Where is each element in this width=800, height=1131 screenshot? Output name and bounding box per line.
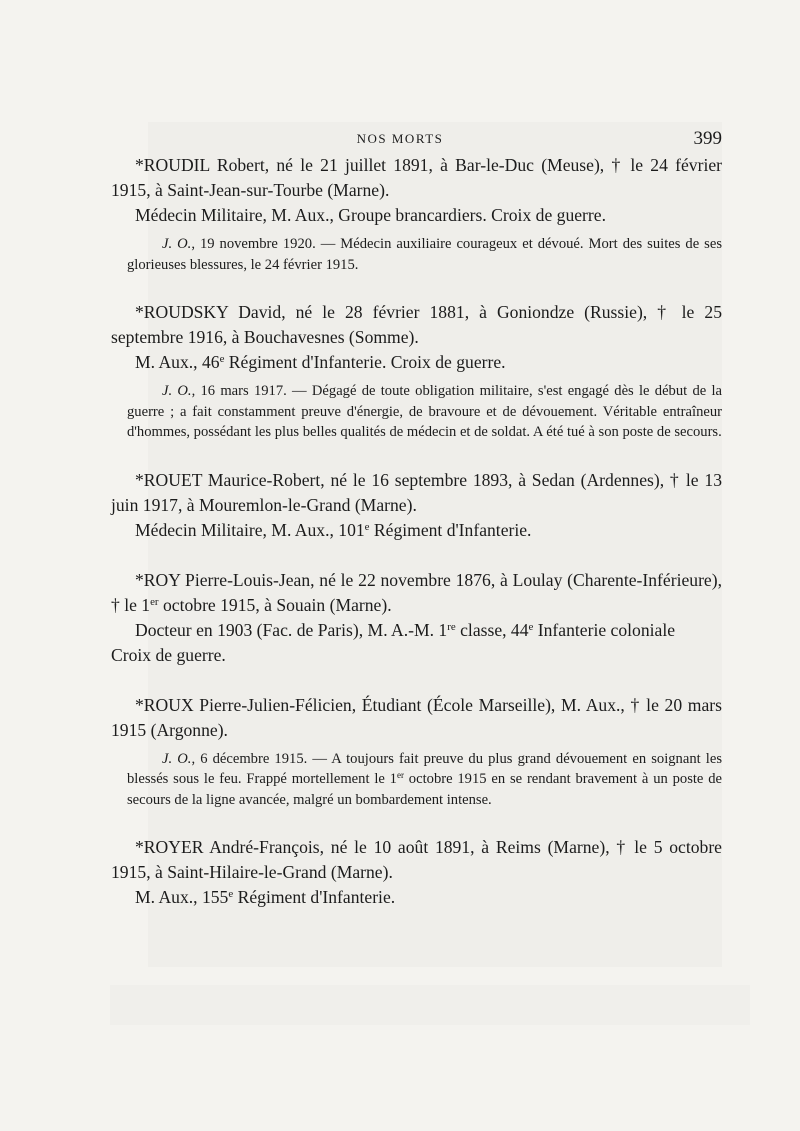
entry-roy [111,568,722,668]
role-text: classe, 44 [455,619,529,640]
page-number: 399 [693,128,722,149]
entry-citation [127,381,722,443]
entry-role-continued: Croix de guerre. [111,644,226,665]
role-text: M. Aux., 46 [135,352,220,372]
citation-superscript: er [396,770,404,781]
heading-text: *ROY Pierre-Louis-Jean, né le 22 novembre 1876, à Loulay (Charente-Inférieure), † le 1 [111,569,722,615]
entry-role [111,518,722,543]
entry-roudil [111,153,722,275]
heading-text: octobre 1915, à Souain (Marne). [158,594,392,615]
heading-superscript: er [150,595,159,608]
citation-source: J. O. [162,383,192,399]
citation-text: , 6 décembre 1915. — A toujours fait preuve du plus grand dévouement en soignant les blessés sous le feu. Frappé mortellement le 1 [127,750,722,787]
citation-source: J. O. [162,236,192,252]
entry-heading: *ROUDIL Robert, né le 21 juillet 1891, à Bar-le-Duc (Meuse), † le 24 février 1915, à Saint-Jean-sur-Tourbe (Marne). [111,155,722,200]
role-text: M. Aux., 155 [135,887,229,907]
entry-roux [111,693,722,811]
entry-rouet [111,468,722,543]
running-header [0,128,800,148]
role-superscript: re [447,620,456,633]
citation-text: , 16 mars 1917. — Dégagé de toute obligation militaire, s'est engagé dès le début de la guerre ; a fait constamment preuve d'énergie, de bravoure et de dévouement. Véritable entraîneur d'hommes, possédant les plus belles qualités de médecin et de soldat. A été tué à son poste de secours. [127,383,722,440]
role-superscript: e [228,888,234,900]
citation-text: , 19 novembre 1920. — Médecin auxiliaire courageux et dévoué. Mort des suites de ses glorieuses blessures, le 24 février 1915. [127,236,722,273]
role-superscript: e [364,520,370,533]
entry-heading: *ROUDSKY David, né le 28 février 1881, à Goniondze (Russie), † le 25 septembre 1916, à Bouchavesnes (Somme). [111,302,722,347]
entry-role [111,885,722,910]
role-superscript: e [528,620,534,633]
entry-royer [111,835,722,910]
role-text: Médecin Militaire, M. Aux., 101 [135,519,365,540]
role-text: Régiment d'Infanterie. [233,887,396,907]
entry-citation [127,749,722,811]
entry-roudsky [111,300,722,443]
role-text: Docteur en 1903 (Fac. de Paris), M. A.-M. 1 [135,619,448,640]
running-title: NOS MORTS [356,131,444,146]
entry-citation [127,234,722,275]
role-text: Régiment d'Infanterie. [369,519,532,540]
role-text: Infanterie coloniale [533,619,676,640]
entry-heading: *ROUET Maurice-Robert, né le 16 septembre 1893, à Sedan (Ardennes), † le 13 juin 1917, à Mouremlon-le-Grand (Marne). [111,469,722,515]
entry-role [111,618,722,643]
role-text: Régiment d'Infanterie. Croix de guerre. [224,352,506,372]
citation-text: octobre 1915 en se rendant bravement à un poste de secours de la ligne avancée, malgré un bombardement intense. [127,771,722,808]
entry-heading [111,568,722,618]
entry-role: Médecin Militaire, M. Aux., Groupe brancardiers. Croix de guerre. [135,205,606,225]
citation-source: J. O. [162,750,192,767]
entry-role [111,350,722,375]
role-superscript: e [219,353,225,365]
entry-heading: *ROUX Pierre-Julien-Félicien, Étudiant (École Marseille), M. Aux., † le 20 mars 1915 (Argonne). [111,694,722,740]
bleed-through-footnote [110,985,750,1025]
obituary-list [111,153,722,935]
entry-heading: *ROYER André-François, né le 10 août 1891, à Reims (Marne), † le 5 octobre 1915, à Saint-Hilaire-le-Grand (Marne). [111,837,722,882]
